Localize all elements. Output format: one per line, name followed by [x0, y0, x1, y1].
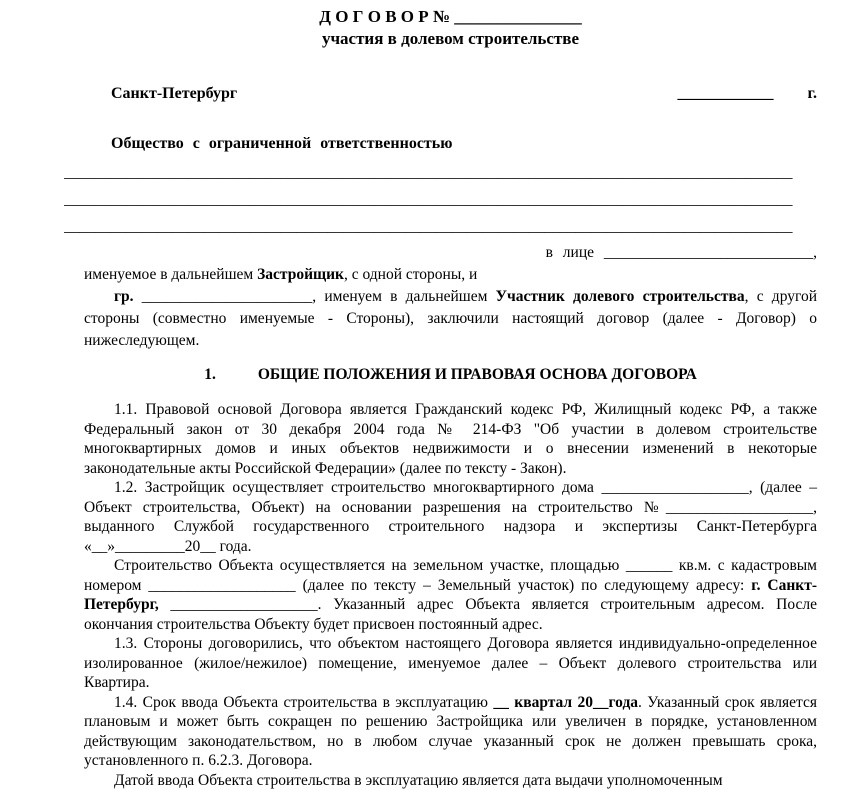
year-suffix: г. — [808, 85, 817, 102]
section-1-number: 1. — [204, 366, 216, 383]
city-address-term: г. Санкт-Петербург, — [84, 577, 817, 614]
clause-commissioning-date: Датой ввода Объекта строительства в эксплуатацию является дата выдачи уполномоченным — [84, 771, 817, 790]
developer-term: Застройщик — [257, 266, 344, 283]
contract-number-blank: _______________ — [454, 7, 582, 26]
section-1-heading — [84, 364, 817, 386]
preamble — [84, 264, 817, 352]
clause-1-2-continued — [84, 556, 817, 634]
participant-tail: , с другой стороны (совместно именуемые - Стороны), заключили настоящий договор (далее - Договор) о нижеследующем. — [84, 288, 817, 349]
deadline-tail: . Указанный срок является плановым и может быть сокращен по решению Застройщика или увеличен в порядке, установленном действующим законодательством, но в любом случае указанный срок не должен превышать срока, установленного п. 6.2.3. Договора. — [84, 694, 817, 770]
citizen-abbrev: гр. — [114, 288, 142, 305]
date-blank: ____________ — [678, 85, 774, 102]
clause-1-4 — [84, 693, 817, 771]
blank-line-1: ______________________________________________________________________________________________ — [64, 158, 825, 185]
developer-named-paragraph — [84, 264, 817, 286]
land-plot-text: Строительство Объекта осуществляется на земельном участке, площадью ______ кв.м. с кадастровым номером ___________________ (далее по тексту – Земельный участок) по следующему адресу: — [84, 557, 817, 594]
represented-by-blank: ___________________________ — [604, 244, 813, 261]
city-label: Санкт-Петербург — [111, 84, 237, 104]
section-1-title: ОБЩИЕ ПОЛОЖЕНИЯ И ПРАВОВАЯ ОСНОВА ДОГОВОРА — [258, 366, 697, 383]
participant-text: , именуем в дальнейшем — [312, 288, 495, 305]
clause-1-2: 1.2. Застройщик осуществляет строительство многоквартирного дома ___________________, (далее – Объект строительства, Объект) на основании разрешения на строительство №___________________, выданного Службой государственного строительного надзора и экспертизы Санкт-Петербурга «__»_________20__ года. — [84, 478, 817, 556]
represented-by-comma: , — [813, 244, 817, 261]
clause-1-1: 1.1. Правовой основой Договора является Гражданский кодекс РФ, Жилищный кодекс РФ, а также Федеральный закон от 30 декабря 2004 года № 214-ФЗ "Об участии в долевом строительстве многоквартирных домов и иных объектов недвижимости и о внесении изменений в некоторые законодательные акты Российской Федерации» (далее по тексту - Закон). — [84, 400, 817, 478]
developer-name-blanks — [64, 158, 825, 239]
document-title-line1 — [84, 6, 817, 28]
participant-term: Участник долевого строительства — [496, 288, 745, 305]
document-title — [84, 6, 817, 50]
blank-line-2: ______________________________________________________________________________________________ — [64, 185, 825, 212]
represented-by-label: в лице — [546, 244, 594, 261]
named-after-tail: , с одной стороны, и — [344, 266, 477, 283]
address-tail: ___________________. Указанный адрес Объекта является строительным адресом. После окончания строительства Объекту будет присвоен постоянный адрес. — [84, 596, 817, 633]
quarter-year-blank: __ квартал 20__года — [493, 694, 638, 711]
document-title-line2: участия в долевом строительстве — [84, 28, 817, 50]
deadline-text: 1.4. Срок ввода Объекта строительства в эксплуатацию — [114, 694, 493, 711]
section-1-body — [84, 400, 817, 790]
date-group — [678, 84, 817, 104]
dateline — [84, 84, 817, 104]
participant-paragraph — [84, 286, 817, 352]
title-label: Д О Г О В О Р № — [319, 7, 450, 26]
developer-org-type: Общество с ограниченной ответственностью — [84, 134, 817, 154]
named-after-text: именуемое в дальнейшем — [84, 266, 257, 283]
blank-line-3: ______________________________________________________________________________________________ — [64, 212, 825, 239]
clause-1-3: 1.3. Стороны договорились, что объектом настоящего Договора является индивидуально-определенное изолированное (жилое/нежилое) помещение, именуемое далее – Объект долевого строительства или Квартира. — [84, 634, 817, 693]
participant-name-blank: ______________________ — [142, 288, 313, 305]
represented-by-line — [84, 242, 817, 264]
